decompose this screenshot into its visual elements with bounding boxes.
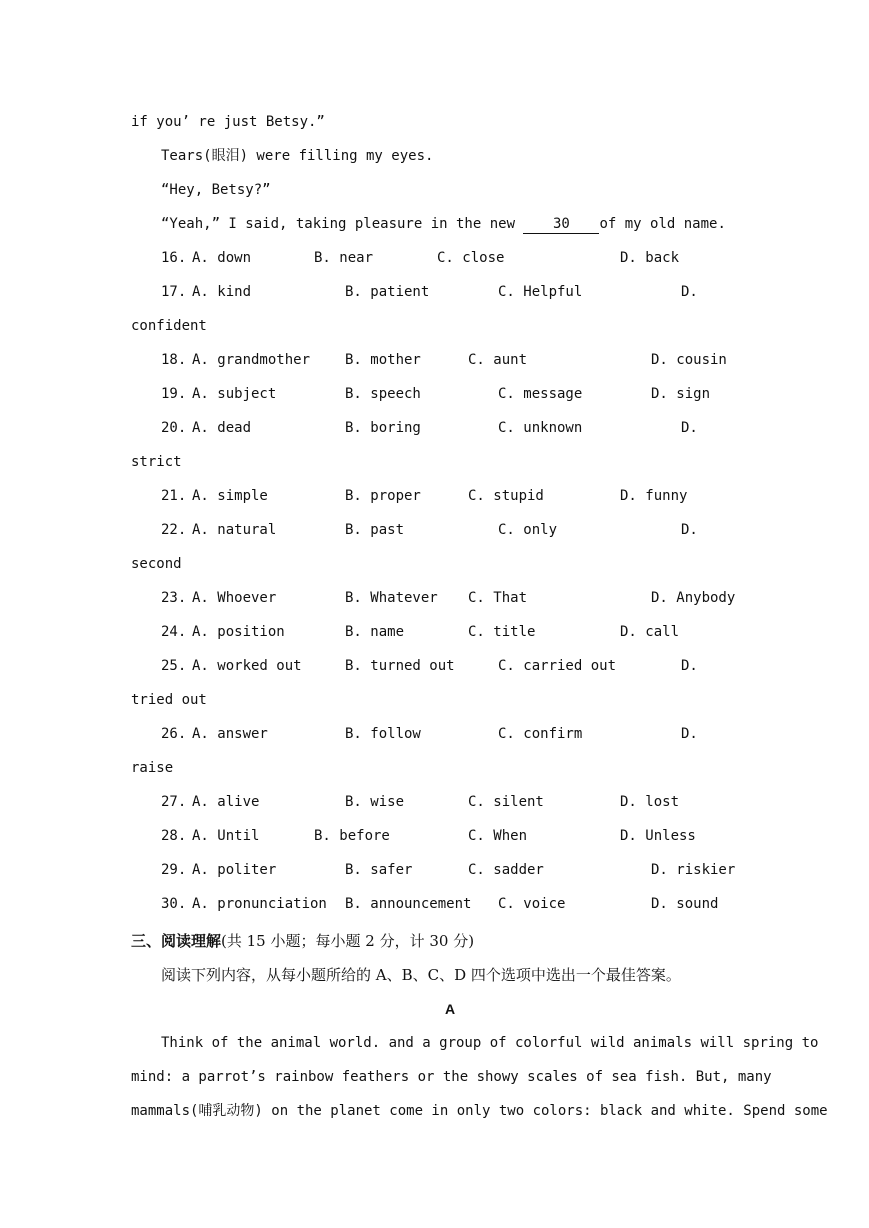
section-note: (共 15 小题；每小题 2 分，计 30 分) <box>221 932 475 950</box>
question-row <box>0 623 869 641</box>
option-c: C. title <box>468 624 536 640</box>
option-a: A. answer <box>192 726 268 742</box>
question-number: 29. <box>161 862 187 878</box>
option-b: B. speech <box>345 386 421 402</box>
option-d: D. funny <box>620 488 688 504</box>
option-b: B. wise <box>345 794 405 810</box>
option-c: C. voice <box>498 896 566 912</box>
option-a: A. Whoever <box>192 590 277 606</box>
option-a: A. natural <box>192 522 277 538</box>
option-c: C. Helpful <box>498 284 583 300</box>
question-number: 16. <box>161 250 187 266</box>
question-row <box>0 419 869 437</box>
passage-line: Tears(眼泪) were filling my eyes. <box>161 148 434 164</box>
option-a: A. dead <box>192 420 252 436</box>
option-c: C. message <box>498 386 583 402</box>
question-row <box>0 793 869 811</box>
option-wrap-text: second <box>131 556 182 572</box>
option-d: D. call <box>620 624 680 640</box>
question-number: 21. <box>161 488 187 504</box>
question-row <box>0 657 869 675</box>
option-c: C. close <box>437 250 505 266</box>
option-a: A. pronunciation <box>192 896 327 912</box>
question-row <box>0 895 869 913</box>
option-d: D. <box>681 420 698 436</box>
option-wrap-text: tried out <box>131 692 207 708</box>
question-row <box>0 589 869 607</box>
question-row <box>0 861 869 879</box>
option-a: A. down <box>192 250 252 266</box>
question-number: 17. <box>161 284 187 300</box>
question-number: 26. <box>161 726 187 742</box>
passage-part-label: A <box>445 1001 456 1017</box>
option-a: A. worked out <box>192 658 302 674</box>
option-d: D. sign <box>651 386 711 402</box>
passage-line: “Hey, Betsy?” <box>161 182 271 198</box>
question-row <box>0 487 869 505</box>
blank-sentence <box>161 215 726 234</box>
option-b: B. Whatever <box>345 590 438 606</box>
blank-after: of my old name. <box>599 216 726 232</box>
option-c: C. aunt <box>468 352 528 368</box>
option-d: D. riskier <box>651 862 736 878</box>
option-wrap-text: confident <box>131 318 207 334</box>
option-wrap-text: strict <box>131 454 182 470</box>
option-a: A. grandmother <box>192 352 311 368</box>
option-c: C. unknown <box>498 420 583 436</box>
question-row <box>0 827 869 845</box>
question-number: 20. <box>161 420 187 436</box>
question-row <box>0 521 869 539</box>
section-title: 三、阅读理解 <box>131 932 222 950</box>
option-b: B. before <box>314 828 390 844</box>
option-b: B. follow <box>345 726 421 742</box>
option-c: C. sadder <box>468 862 544 878</box>
option-d: D. back <box>620 250 680 266</box>
option-b: B. turned out <box>345 658 455 674</box>
option-c: C. carried out <box>498 658 617 674</box>
question-row <box>0 283 869 301</box>
blank-number: 30 <box>523 215 599 234</box>
option-c: C. When <box>468 828 528 844</box>
question-number: 28. <box>161 828 187 844</box>
option-b: B. mother <box>345 352 421 368</box>
option-wrap-text: raise <box>131 760 174 776</box>
reading-line: Think of the animal world. and a group of colorful wild animals will spring to <box>161 1035 819 1051</box>
question-number: 27. <box>161 794 187 810</box>
section-heading <box>131 931 474 951</box>
option-d: D. Anybody <box>651 590 736 606</box>
blank-before: “Yeah,” I said, taking pleasure in the new <box>161 216 524 232</box>
question-number: 19. <box>161 386 187 402</box>
option-b: B. safer <box>345 862 413 878</box>
question-number: 24. <box>161 624 187 640</box>
option-d: D. <box>681 522 698 538</box>
option-d: D. <box>681 284 698 300</box>
question-number: 18. <box>161 352 187 368</box>
passage-line: if you’ re just Betsy.” <box>131 114 325 130</box>
question-number: 22. <box>161 522 187 538</box>
option-a: A. simple <box>192 488 268 504</box>
reading-line: mammals(哺乳动物) on the planet come in only two colors: black and white. Spend some <box>131 1103 828 1119</box>
option-d: D. lost <box>620 794 680 810</box>
option-c: C. silent <box>468 794 544 810</box>
reading-line: mind: a parrot’s rainbow feathers or the showy scales of sea fish. But, many <box>131 1069 772 1085</box>
reading-passage <box>131 1034 828 1136</box>
option-d: D. <box>681 726 698 742</box>
question-number: 30. <box>161 896 187 912</box>
option-d: D. Unless <box>620 828 696 844</box>
option-a: A. position <box>192 624 285 640</box>
option-b: B. past <box>345 522 405 538</box>
option-d: D. <box>681 658 698 674</box>
option-c: C. confirm <box>498 726 583 742</box>
option-a: A. kind <box>192 284 252 300</box>
question-number: 23. <box>161 590 187 606</box>
option-b: B. near <box>314 250 374 266</box>
option-c: C. only <box>498 522 558 538</box>
option-b: B. patient <box>345 284 430 300</box>
option-b: B. proper <box>345 488 421 504</box>
question-row <box>0 725 869 743</box>
option-d: D. sound <box>651 896 719 912</box>
question-number: 25. <box>161 658 187 674</box>
question-row <box>0 249 869 267</box>
option-b: B. name <box>345 624 405 640</box>
option-a: A. Until <box>192 828 260 844</box>
section-instruction: 阅读下列内容，从每小题所给的 A、B、C、D 四个选项中选出一个最佳答案。 <box>161 966 681 984</box>
question-row <box>0 385 869 403</box>
option-a: A. alive <box>192 794 260 810</box>
option-c: C. stupid <box>468 488 544 504</box>
option-d: D. cousin <box>651 352 727 368</box>
option-a: A. subject <box>192 386 277 402</box>
question-row <box>0 351 869 369</box>
option-a: A. politer <box>192 862 277 878</box>
option-b: B. announcement <box>345 896 472 912</box>
option-b: B. boring <box>345 420 421 436</box>
option-c: C. That <box>468 590 528 606</box>
